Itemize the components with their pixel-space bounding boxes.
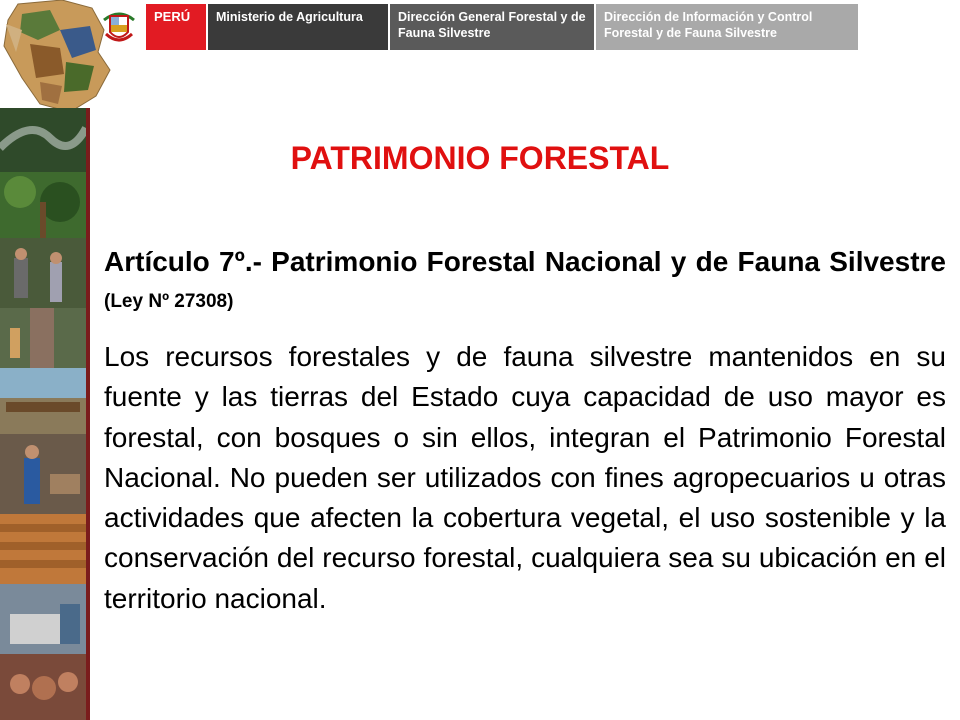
- forest-workers-image: [0, 238, 86, 308]
- photo-strip-border: [86, 108, 90, 720]
- article-heading: [104, 244, 946, 320]
- lumber-pile-image: [0, 654, 86, 720]
- header-peru: PERÚ: [146, 4, 206, 50]
- forest-canopy-image: [0, 172, 86, 238]
- article-body: Los recursos forestales y de fauna silvestre mantenidos en su fuente y las tierras del Estado cuya capacidad de uso mayor es forestal, con bosques o sin ellos, integran el Patrimonio Forestal Nacional. No pueden ser utilizados con fines agropecuarios u otras actividades que afecten la cobertura vegetal, el uso sostenible y la conservación del recurso forestal, cualquiera sea su ubicación en el territorio nacional.: [104, 341, 946, 614]
- stacked-lumber-image: [0, 514, 86, 584]
- river-aerial-image: [0, 108, 86, 172]
- header-directorate-general: Dirección General Forestal y de Fauna Silvestre: [390, 4, 594, 50]
- sawmill-workers-image: [0, 434, 86, 514]
- peru-crest-icon: [100, 6, 138, 46]
- page-title: PATRIMONIO FORESTAL: [290, 140, 670, 176]
- forest-photo-strip: [0, 108, 86, 720]
- log-yard-image: [0, 584, 86, 654]
- article-heading-text: Artículo 7º.- Patrimonio Forestal Nacional y de Fauna Silvestre: [104, 246, 946, 277]
- header-ministry: Ministerio de Agricultura: [208, 4, 388, 50]
- header-directorate-info: Dirección de Información y Control Forestal y de Fauna Silvestre: [596, 4, 858, 50]
- logging-tree-image: [0, 308, 86, 368]
- river-logs-image: [0, 368, 86, 434]
- article-law: (Ley Nº 27308): [104, 291, 234, 312]
